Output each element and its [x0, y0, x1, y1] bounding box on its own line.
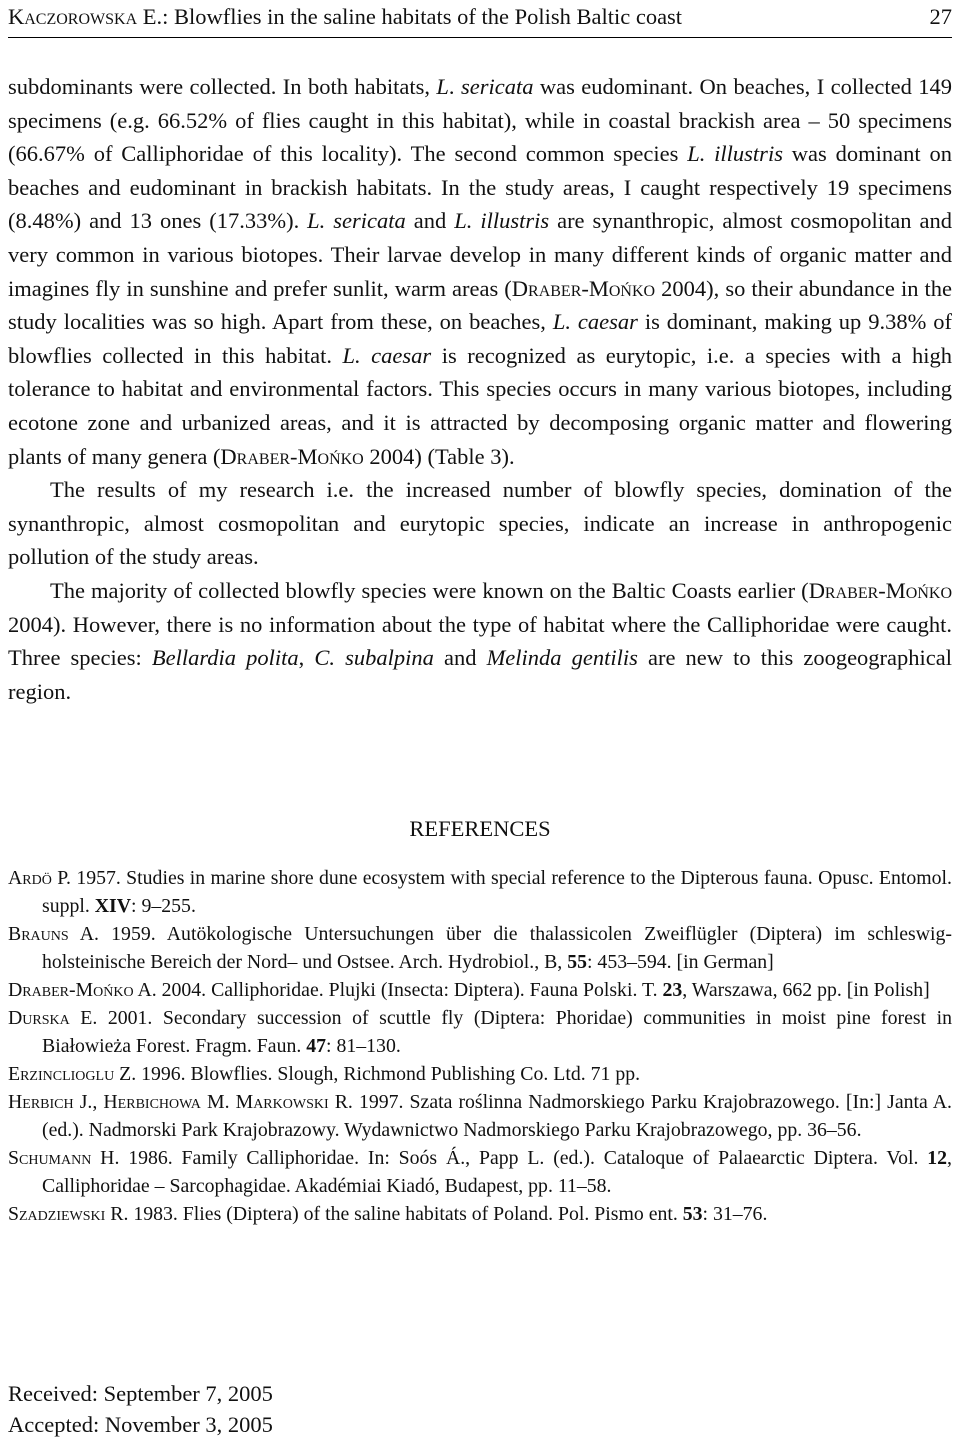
text-run: and [433, 645, 487, 671]
bold-text: 12 [927, 1147, 948, 1169]
paragraph [8, 70, 952, 473]
author-name: Brauns [8, 923, 69, 945]
reference-item [8, 864, 952, 920]
text-run: , [298, 645, 315, 671]
text-run: : 31–76. [702, 1203, 768, 1225]
header-author: Kaczorowska E. [8, 4, 163, 29]
author-name: Herbich [8, 1091, 74, 1113]
text-run: M. [200, 1091, 236, 1113]
italic-text: L. illustris [454, 208, 550, 234]
text-run: , Warszawa, 662 pp. [in Polish] [682, 979, 930, 1001]
bold-text: 53 [682, 1203, 703, 1225]
header-title: : Blowflies in the saline habitats of the Polish Baltic coast [162, 4, 683, 29]
references-heading: REFERENCES [409, 816, 551, 841]
body-text [8, 70, 952, 708]
bold-text: 23 [662, 979, 683, 1001]
text-run: was eudominant. On beaches, I collected 149 specimens (e.g. 66.52% of flies caught in this habitat), while in coastal brackish area – 50 specimens (66.67% of Calliphoridae of this locality). The second common species [8, 74, 952, 167]
running-header [8, 2, 952, 34]
text-run: The majority of collected blowfly species were known on the Baltic Coasts earlier ( [50, 577, 809, 603]
author-name: Ardö [8, 867, 52, 889]
reference-item [8, 976, 952, 1004]
text-run: is dominant, making up 9.38% of blowflies collected in this habitat. [8, 309, 952, 368]
dates-block [8, 1378, 608, 1440]
reference-item [8, 1060, 952, 1088]
text-run: P. 1957. Studies in marine shore dune ecosystem with special reference to the Dipterous fauna. Opusc. Entomol. suppl. [42, 867, 952, 917]
accepted-date: Accepted: November 3, 2005 [8, 1412, 273, 1437]
reference-item [8, 1200, 952, 1228]
text-run: A. 1959. Autökologische Untersuchungen über die thalassicolen Zweiflügler (Diptera) im schleswig-holsteinische Bereich der Nord– und Ostsee. Arch. Hydrobiol., B, [42, 923, 952, 973]
author-name: Herbichowa [103, 1091, 201, 1113]
author-name: Draber-Mońko [8, 979, 134, 1001]
bold-text: 47 [306, 1035, 327, 1057]
reference-item [8, 920, 952, 976]
reference-item [8, 1144, 952, 1200]
text-run: are synanthropic, almost cosmopolitan and very common in various biotopes. Their larvae develop in many different kinds of organic matter and imagines fly in sunshine and prefer sunlit, warm areas ( [8, 208, 952, 301]
author-name: Erzinclioglu [8, 1063, 115, 1085]
author-name: Szadziewski [8, 1203, 106, 1225]
italic-text: L. caesar [342, 342, 432, 368]
reference-item [8, 1004, 952, 1060]
text-run: subdominants were collected. In both habitats, [8, 74, 437, 99]
text-run: A. 2004. Calliphoridae. Plujki (Insecta: Diptera). Fauna Polski. T. [133, 979, 663, 1001]
running-title [8, 2, 682, 32]
italic-text: Bellardia polita [151, 645, 299, 671]
paragraph [8, 574, 952, 708]
italic-text: sericata [460, 74, 534, 99]
page-number: 27 [929, 4, 952, 29]
references-list [8, 864, 952, 1228]
paragraph [8, 473, 952, 574]
author-name: Draber-Mońko [808, 577, 952, 603]
text-run: : 81–130. [326, 1035, 401, 1057]
text-run: H. 1986. Family Calliphoridae. In: Soós Á., Papp L. (ed.). Cataloque of Palaearctic Diptera. Vol. [91, 1147, 928, 1169]
received-date: Received: September 7, 2005 [8, 1381, 273, 1406]
author-name: Schumann [8, 1147, 92, 1169]
author-name: Draber-Mońko [511, 275, 656, 301]
italic-text: L. caesar [552, 309, 638, 335]
text-run: 2004). However, there is no information about the type of habitat where the Calliphoridae were caught. Three species: [8, 611, 952, 671]
text-run: J., [73, 1091, 104, 1113]
italic-text: L. illustris [687, 141, 783, 167]
italic-text: C. subalpina [314, 645, 434, 671]
text-run: are new to this zoogeographical region. [8, 645, 953, 704]
text-run: Z. 1996. Blowflies. Slough, Richmond Publishing Co. Ltd. 71 pp. [114, 1063, 641, 1085]
text-run: : 453–594. [in German] [586, 951, 774, 973]
italic-text: L [436, 74, 449, 99]
text-run: was dominant on beaches and eudominant in brackish habitats. In the study areas, I caught respectively 19 specimens (8.48%) and 13 ones (17.33%). [8, 141, 952, 234]
text-run: : 9–255. [131, 895, 196, 917]
bold-text: XIV [94, 895, 132, 917]
text-run: is recognized as eurytopic, i.e. a species with a high tolerance to habitat and environmental factors. This species occurs in many various biotopes, including ecotone zone and urbanized areas, and it is attracted by decomposing organic matter and flowering plants of many genera ( [8, 342, 952, 469]
author-name: Durska [8, 1007, 70, 1029]
bold-text: 55 [567, 951, 587, 973]
text-run: R. 1983. Flies (Diptera) of the saline habitats of Poland. Pol. Pismo ent. [105, 1203, 683, 1225]
text-run: E. 2001. Secondary succession of scuttle fly (Diptera: Phoridae) communities in moist pine forest in Białowieża Forest. Fragm. Faun. [42, 1007, 952, 1057]
author-name: Draber-Mońko [220, 443, 364, 469]
author-name: Markowski [235, 1091, 329, 1113]
text-run: , Calliphoridae – Sarcophagidae. Akadémiai Kiadó, Budapest, pp. 11–58. [42, 1147, 952, 1197]
header-rule [8, 37, 952, 38]
text-run: 2004) (Table 3). [363, 443, 515, 469]
text-run: 2004), so their abundance in the study localities was so high. Apart from these, on beaches, [8, 275, 952, 335]
italic-text: Melinda gentilis [486, 645, 638, 671]
text-run: and [405, 208, 455, 234]
italic-text: L. sericata [307, 208, 406, 234]
text-run: . [448, 74, 461, 99]
reference-item [8, 1088, 952, 1144]
text-run: R. 1997. Szata roślinna Nadmorskiego Parku Krajobrazowego. [In:] Janta A. (ed.). Nadmorski Park Krajobrazowy. Wydawnictwo Nadmorskiego Parku Krajobrazowego, pp. 36–56. [42, 1091, 952, 1141]
text-run: The results of my research i.e. the increased number of blowfly species, domination of the synanthropic, almost cosmopolitan and eurytopic species, indicate an increase in anthropogenic pollution of the study areas. [8, 477, 952, 570]
